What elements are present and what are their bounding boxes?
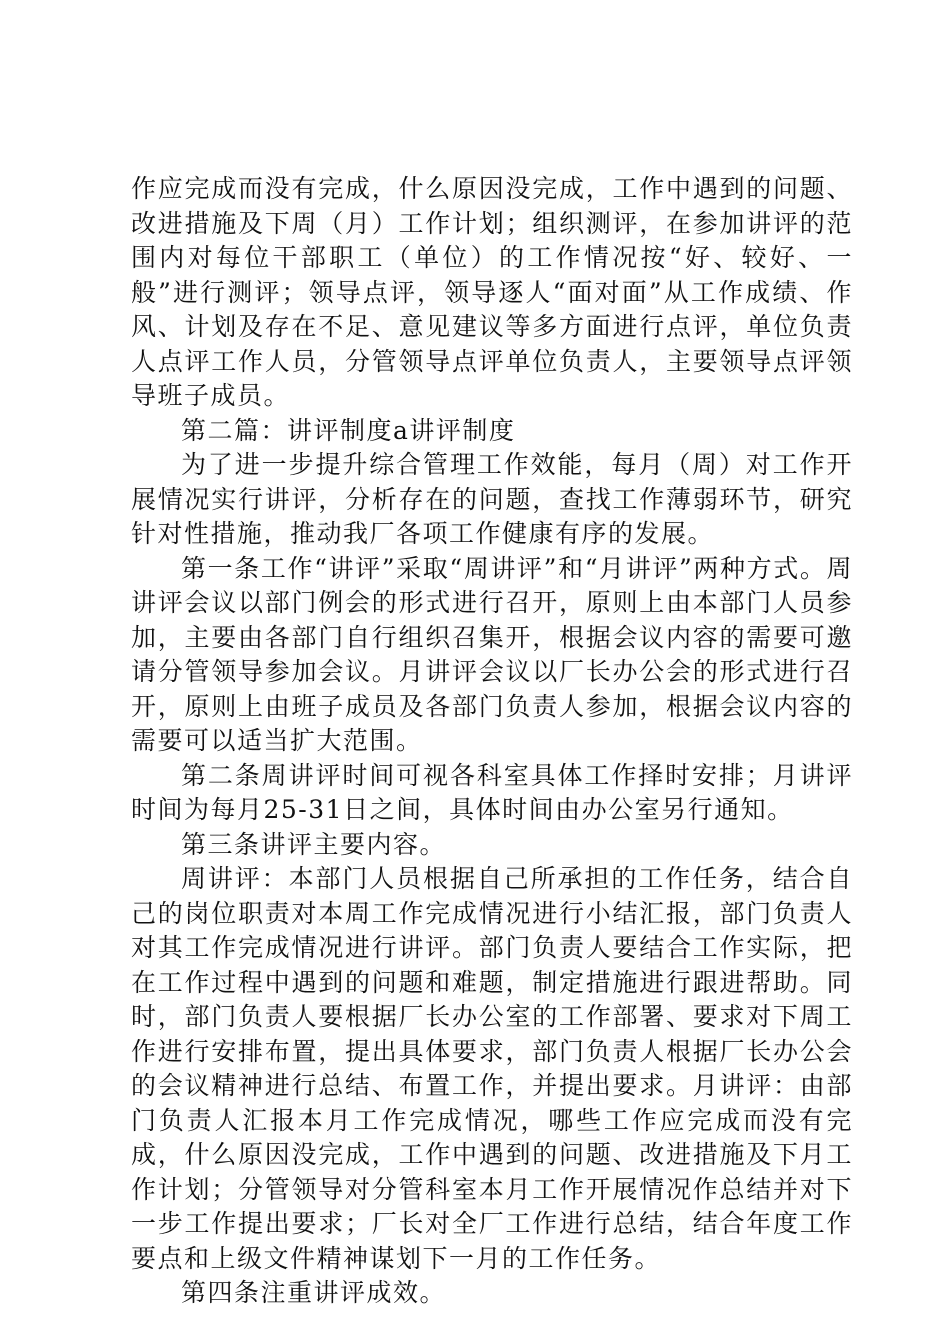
article-3-heading: 第三条讲评主要内容。 [181,829,447,859]
article-4-heading: 第四条注重讲评成效。 [181,1278,447,1307]
section-heading: 第二篇：讲评制度a讲评制度 [181,415,516,445]
paragraph-intro: 为了进一步提升综合管理工作效能，每月（周）对工作开展情况实行讲评，分析存在的问题，查找工作薄弱环节，研究针对性措施，推动我厂各项工作健康有序的发展。 [131,450,853,548]
paragraph-continuation: 作应完成而没有完成，什么原因没完成，工作中遇到的问题、改进措施及下周（月）工作计划；组织测评，在参加讲评的范围内对每位干部职工（单位）的工作情况按“好、较好、一般”进行测评；领导点评，领导逐人“面对面”从工作成绩、作风、计划及存在不足、意见建议等多方面进行点评，单位负责人点评工作人员，分管领导点评单位负责人，主要领导点评领导班子成员。 [131,174,853,410]
article-1: 第一条工作“讲评”采取“周讲评”和“月讲评”两种方式。周讲评会议以部门例会的形式进行召开，原则上由本部门人员参加，主要由各部门自行组织召集开，根据会议内容的需要可邀请分管领导参加会议。月讲评会议以厂长办公会的形式进行召开，原则上由班子成员及各部门负责人参加，根据会议内容的需要可以适当扩大范围。 [131,553,853,755]
article-2: 第二条周讲评时间可视各科室具体工作择时安排；月讲评时间为每月25-31日之间，具体时间由办公室另行通知。 [131,760,853,824]
article-3-body: 周讲评：本部门人员根据自己所承担的工作任务，结合自己的岗位职责对本周工作完成情况进行小结汇报，部门负责人对其工作完成情况进行讲评。部门负责人要结合工作实际，把在工作过程中遇到的问题和难题，制定措施进行跟进帮助。同时，部门负责人要根据厂长办公室的工作部署、要求对下周工作进行安排布置，提出具体要求，部门负责人根据厂长办公会的会议精神进行总结、布置工作，并提出要求。月讲评：由部门负责人汇报本月工作完成情况，哪些工作应完成而没有完成，什么原因没完成，工作中遇到的问题、改进措施及下月工作计划；分管领导对分管科室本月工作开展情况作总结并对下一步工作提出要求；厂长对全厂工作进行总结，结合年度工作要点和上级文件精神谋划下一月的工作任务。 [131,864,853,1273]
document-body [131,172,853,1311]
